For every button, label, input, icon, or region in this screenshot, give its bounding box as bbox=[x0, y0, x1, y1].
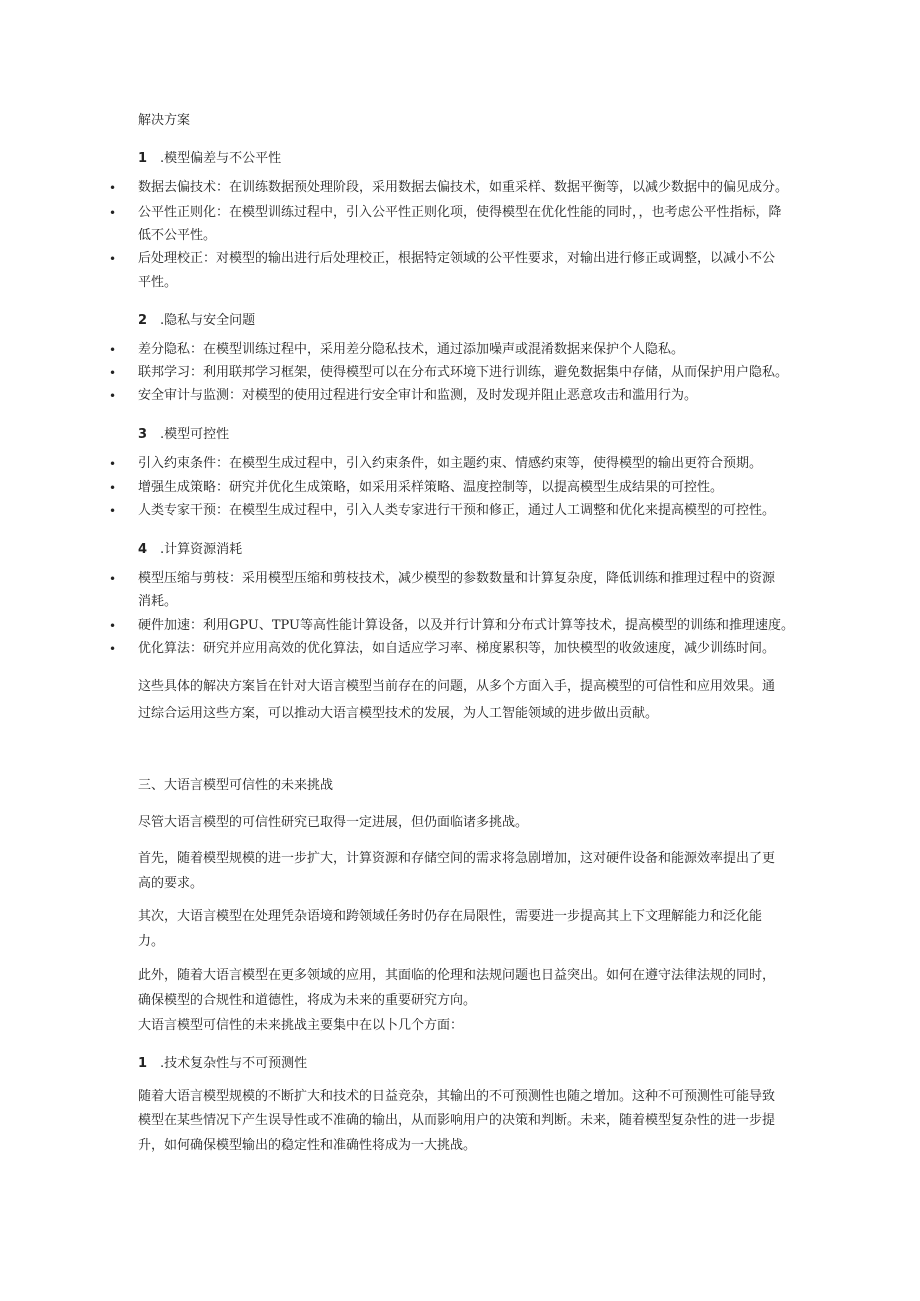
paragraph-line: 大语言模型可信性的未来挑战主要集中在以卜几个方面： bbox=[138, 1018, 464, 1033]
list-item: 公平性正则化：在模型训练过程中，引入公平性正则化项，使得模型在优化性能的同时，，也考虑公平性指标，降 bbox=[138, 205, 782, 220]
bullet-icon: • bbox=[109, 504, 117, 518]
subsection-heading bbox=[138, 1057, 307, 1071]
list-item: 差分隐私：在模型训练过程中，采用差分隐私技术，通过添加噪声或混淆数据来保护个人隐私。 bbox=[138, 342, 685, 357]
list-item-continuation: 低不公平性。 bbox=[138, 228, 217, 243]
paragraph-line: 升，如何确保模型输出的稳定性和准确性将成为一大挑战。 bbox=[138, 1138, 477, 1153]
paragraph-line: 其次，大语言模型在处理凭杂语境和跨领域任务时仍存在局限性，需要进一步提高其上下文理解能力和泛化能 bbox=[138, 909, 763, 924]
bullet-icon: • bbox=[109, 642, 117, 656]
section-number: 3 bbox=[138, 427, 148, 442]
bullet-icon: • bbox=[109, 343, 117, 357]
chapter-title: 三、大语言模型可信性的未来挑战 bbox=[138, 778, 334, 793]
bullet-icon: • bbox=[109, 206, 117, 220]
bullet-icon: • bbox=[109, 457, 117, 471]
list-item: 联邦学习：利用联邦学习框架，使得模型可以在分布式环境下进行训练，避免数据集中存储，从而保护用户隐私。 bbox=[138, 365, 789, 380]
list-item: 引入约束条件：在模型生成过程中，引入约束条件，如主题约束、情感约束等，使得模型的输出更符合预期。 bbox=[138, 456, 763, 471]
section-heading-4 bbox=[138, 543, 242, 557]
list-item: 硬件加速：利用GPU、TPU等高性能计算设备，以及并行计算和分布式计算等技术，提高模型的训练和推理速度。 bbox=[138, 618, 795, 633]
paragraph-line: 此外，随着大语言模型在更多领域的应用，其面临的伦理和法规问题也日益突出。如何在遵守法律法规的同时， bbox=[138, 968, 776, 983]
section-heading-text: .技术复杂性与不可预测性 bbox=[160, 1056, 308, 1071]
paragraph-line: 尽管大语言模型的可信性研究已取得一定进展，但仍面临诸多挑战。 bbox=[138, 815, 529, 830]
bullet-icon: • bbox=[109, 389, 117, 403]
bullet-icon: • bbox=[109, 366, 117, 380]
section-heading-2 bbox=[138, 314, 255, 328]
section-title: 解决方案 bbox=[138, 113, 191, 128]
list-item: 人类专家干预：在模型生成过程中，引入人类专家进行干预和修正，通过人工调整和优化来提高模型的可控性。 bbox=[138, 503, 776, 518]
section-heading-text: .模型偏差与不公平性 bbox=[160, 151, 282, 166]
section-heading-text: .模型可控性 bbox=[160, 427, 230, 442]
summary-line: 过综合运用这些方案，可以推动大语言模型技术的发展，为人工智能领域的进步做出贡献。 bbox=[138, 706, 659, 721]
list-item: 后处理校正：对模型的输出进行后处理校正，根据特定领域的公平性要求，对输出进行修正或调整，以减小不公 bbox=[138, 251, 776, 266]
section-heading-1 bbox=[138, 152, 281, 166]
section-number: 1 bbox=[138, 151, 148, 166]
paragraph-line: 确保模型的合规性和道德性，将成为未来的重要研究方向。 bbox=[138, 993, 477, 1008]
section-heading-text: .隐私与安全问题 bbox=[160, 313, 256, 328]
list-item: 安全审计与监测：对模型的使用过程进行安全审计和监测，及时发现并阻止恶意攻击和滥用行为。 bbox=[138, 388, 698, 403]
list-item-continuation: 消耗。 bbox=[138, 594, 178, 609]
bullet-icon: • bbox=[109, 481, 117, 495]
paragraph-line: 力。 bbox=[138, 934, 165, 949]
summary-line: 这些具体的解决方案旨在针对大语言模型当前存在的问题，从多个方面入手，提高模型的可信性和应用效果。通 bbox=[138, 679, 776, 694]
paragraph-line: 模型在某些情况下产生误导性或不准确的输出，从而影响用户的决策和判断。未来，随着模型复杂性的进一步提 bbox=[138, 1113, 776, 1128]
list-item: 数据去偏技术：在训练数据预处理阶段，采用数据去偏技术，如重采样、数据平衡等，以减少数据中的偏见成分。 bbox=[138, 180, 789, 195]
paragraph-line: 首先，随着模型规模的进一步扩大，计算资源和存储空间的需求将急剧增加，这对硬件设备和能源效率提出了更 bbox=[138, 851, 776, 866]
bullet-icon: • bbox=[109, 181, 117, 195]
list-item: 增强生成策略：研究并优化生成策略，如采用采样策略、温度控制等，以提高模型生成结果的可控性。 bbox=[138, 480, 724, 495]
section-heading-text: .计算资源消耗 bbox=[160, 542, 243, 557]
section-heading-3 bbox=[138, 428, 229, 442]
section-number: 2 bbox=[138, 313, 148, 328]
section-number: 4 bbox=[138, 542, 148, 557]
bullet-icon: • bbox=[109, 252, 117, 266]
list-item: 优化算法：研究并应用高效的优化算法，如自适应学习率、梯度累积等，加快模型的收敛速度，减少训练时间。 bbox=[138, 641, 776, 656]
list-item-continuation: 平性。 bbox=[138, 275, 178, 290]
bullet-icon: • bbox=[109, 572, 117, 586]
paragraph-line: 高的要求。 bbox=[138, 876, 204, 891]
list-item: 模型压缩与剪枝：采用模型压缩和剪枝技术，减少模型的参数数量和计算复杂度，降低训练和推理过程中的资源 bbox=[138, 571, 776, 586]
paragraph-line: 随着大语言模型规模的不断扩大和技术的日益竞杂，其输出的不可预测性也随之增加。这种不可预测性可能导致 bbox=[138, 1089, 776, 1104]
bullet-icon: • bbox=[109, 619, 117, 633]
section-number: 1 bbox=[138, 1056, 148, 1071]
